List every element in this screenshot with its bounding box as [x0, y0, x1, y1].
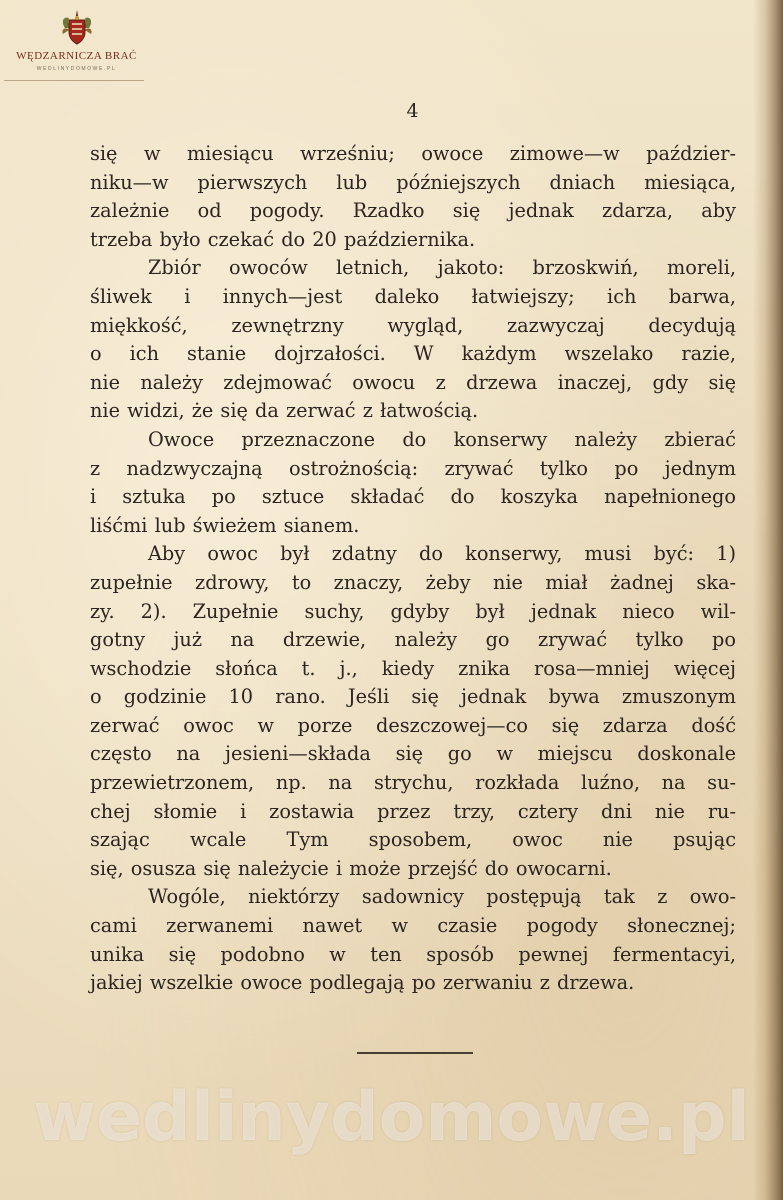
- text-line: o ich stanie dojrzałości. W każdym wszelako razie,: [90, 342, 736, 366]
- text-line: zależnie od pogody. Rzadko się jednak zdarza, aby: [90, 199, 736, 223]
- publisher-logo: [14, 8, 139, 100]
- page-edge-shadow: [753, 0, 783, 1200]
- crest-icon: [57, 8, 97, 48]
- text-line: chej słomie i zostawia przez trzy, cztery dni nie ru-: [90, 799, 736, 823]
- text-line: śliwek i innych—jest daleko łatwiejszy; ich barwa,: [90, 284, 736, 308]
- text-line: Zbiór owoców letnich, jakoto: brzoskwiń, moreli,: [148, 256, 736, 280]
- text-line: jakiej wszelkie owoce podlegają po zerwaniu z drzewa.: [90, 971, 635, 995]
- text-line: zy. 2). Zupełnie suchy, gdyby był jednak nieco wil-: [90, 599, 736, 623]
- text-line: i sztuka po sztuce składać do koszyka napełnionego: [90, 485, 736, 509]
- text-line: o godzinie 10 rano. Jeśli się jednak bywa zmuszonym: [90, 685, 736, 709]
- text-line: gotny już na drzewie, należy go zrywać tylko po: [90, 628, 736, 652]
- text-line: się, osusza się należycie i może przejść do owocarni.: [90, 856, 612, 880]
- text-line: nie należy zdejmować owocu z drzewa inaczej, gdy się: [90, 370, 736, 394]
- text-line: cami zerwanemi nawet w czasie pogody słonecznej;: [90, 914, 736, 938]
- page-number: 4: [406, 100, 419, 122]
- text-line: zerwać owoc w porze deszczowej—co się zdarza dość: [90, 713, 736, 737]
- text-line: Aby owoc był zdatny do konserwy, musi być: 1): [148, 542, 736, 566]
- text-line: niku—w pierwszych lub późniejszych dniach miesiąca,: [90, 170, 736, 194]
- text-line: miękkość, zewnętrzny wygląd, zazwyczaj decydują: [90, 313, 736, 337]
- text-line: z nadzwyczajną ostrożnością: zrywać tylko po jednym: [90, 456, 736, 480]
- text-line: trzeba było czekać do 20 października.: [90, 227, 476, 251]
- logo-divider: [4, 80, 144, 81]
- text-line: przewietrzonem, np. na strychu, rozkłada luźno, na su-: [90, 771, 736, 795]
- text-line: Wogóle, niektórzy sadownicy postępują tak z owo-: [148, 885, 736, 909]
- text-line: często na jesieni—składa się go w miejscu doskonale: [90, 742, 736, 766]
- logo-url: WEDLINYDOMOWE.PL: [36, 66, 117, 72]
- text-line: się w miesiącu wrześniu; owoce zimowe—w paździer-: [90, 142, 736, 165]
- text-line: wschodzie słońca t. j., kiedy znika rosa—mniej więcej: [90, 656, 736, 680]
- body-text: [90, 140, 736, 998]
- text-line: nie widzi, że się da zerwać z łatwością.: [90, 399, 479, 423]
- watermark: wedlinydomowe.pl: [33, 1078, 750, 1157]
- text-line: Owoce przeznaczone do konserwy należy zbierać: [148, 427, 736, 451]
- text-line: zupełnie zdrowy, to znaczy, żeby nie miał żadnej ska-: [90, 570, 736, 594]
- text-line: szając wcale Tym sposobem, owoc nie psując: [90, 828, 736, 852]
- end-rule: [357, 1052, 473, 1054]
- text-line: unika się podobno w ten sposób pewnej fermentacyi,: [90, 942, 736, 966]
- text-line: liśćmi lub świeżem sianem.: [90, 513, 360, 537]
- logo-title: WĘDZARNICZA BRAĆ: [16, 50, 137, 62]
